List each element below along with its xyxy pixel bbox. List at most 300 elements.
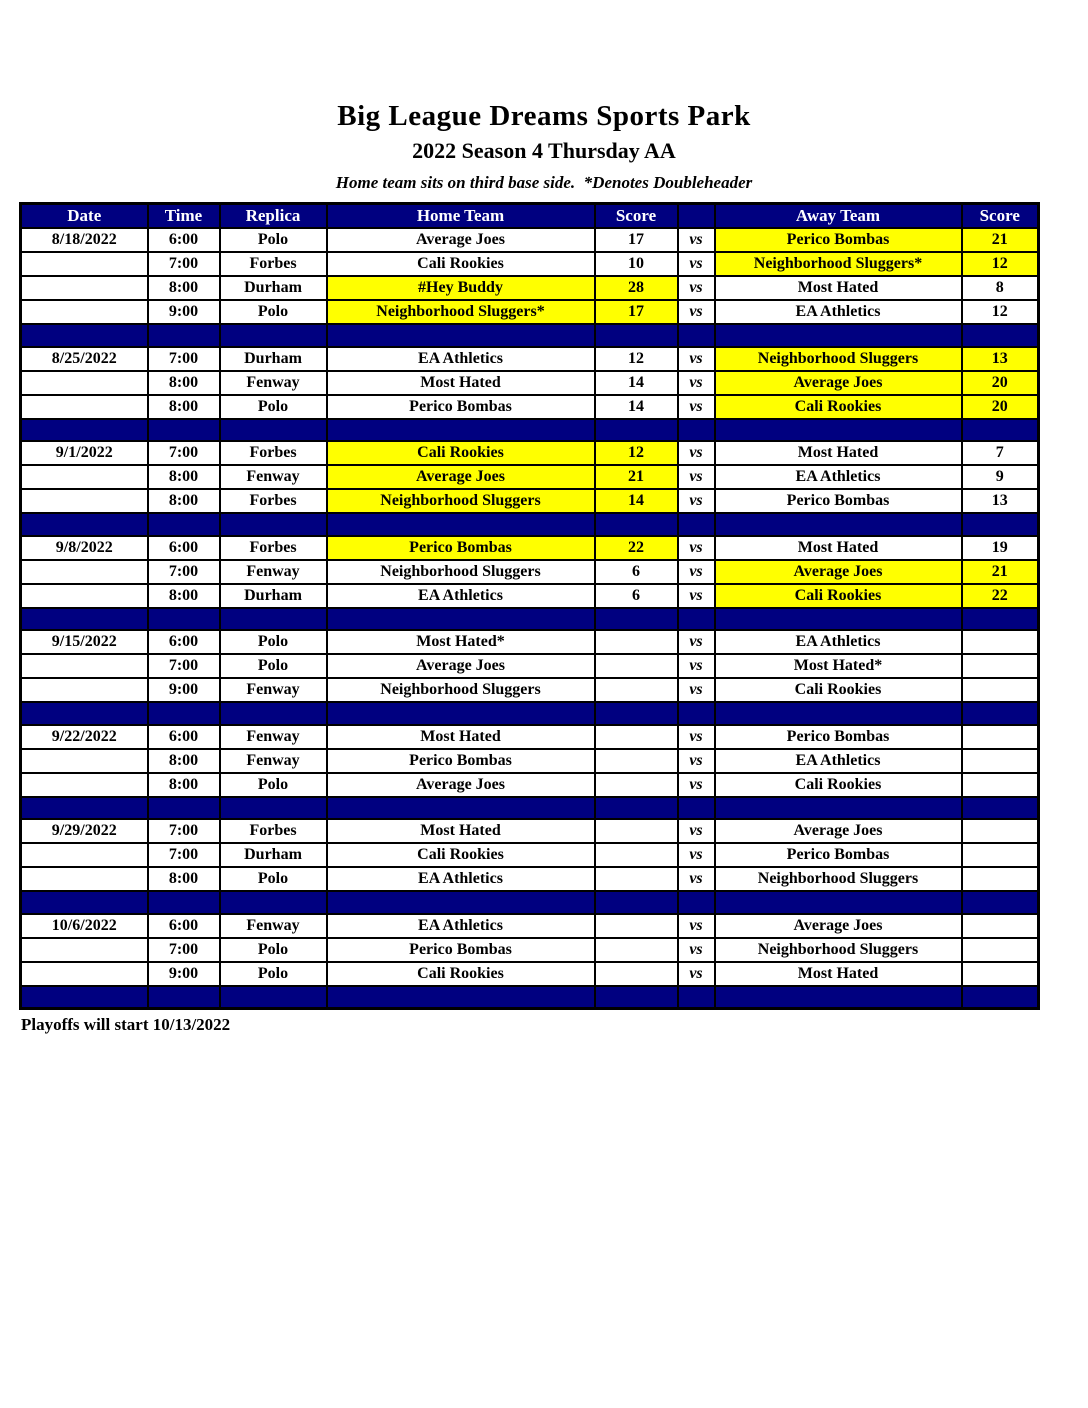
time-cell: 9:00 bbox=[148, 678, 220, 702]
home-team-cell: Cali Rookies bbox=[327, 843, 595, 867]
away-team-cell: Neighborhood Sluggers* bbox=[715, 252, 962, 276]
date-cell: 9/1/2022 bbox=[21, 441, 148, 465]
game-row bbox=[21, 228, 1039, 252]
game-row bbox=[21, 465, 1039, 489]
date-cell: 9/29/2022 bbox=[21, 819, 148, 843]
away-score-cell: 12 bbox=[962, 252, 1039, 276]
home-score-cell: 28 bbox=[595, 276, 678, 300]
game-row bbox=[21, 938, 1039, 962]
col-header-time: Time bbox=[148, 204, 220, 229]
separator-cell bbox=[678, 324, 715, 347]
away-score-cell: 21 bbox=[962, 228, 1039, 252]
away-team-cell: Most Hated bbox=[715, 962, 962, 986]
time-cell: 7:00 bbox=[148, 560, 220, 584]
time-cell: 6:00 bbox=[148, 630, 220, 654]
away-score-cell: 22 bbox=[962, 584, 1039, 608]
away-score-cell: 20 bbox=[962, 371, 1039, 395]
away-team-cell: Most Hated* bbox=[715, 654, 962, 678]
vs-cell: vs bbox=[678, 654, 715, 678]
home-team-cell: Average Joes bbox=[327, 654, 595, 678]
date-cell bbox=[21, 276, 148, 300]
home-score-cell: 21 bbox=[595, 465, 678, 489]
home-team-cell: Perico Bombas bbox=[327, 749, 595, 773]
time-cell: 9:00 bbox=[148, 962, 220, 986]
away-team-cell: Perico Bombas bbox=[715, 489, 962, 513]
replica-cell: Polo bbox=[220, 962, 327, 986]
game-row bbox=[21, 725, 1039, 749]
vs-cell: vs bbox=[678, 584, 715, 608]
home-score-cell bbox=[595, 725, 678, 749]
away-score-cell bbox=[962, 938, 1039, 962]
separator-row bbox=[21, 513, 1039, 536]
separator-row bbox=[21, 891, 1039, 914]
separator-cell bbox=[715, 608, 962, 631]
away-score-cell: 13 bbox=[962, 347, 1039, 371]
date-cell: 8/25/2022 bbox=[21, 347, 148, 371]
time-cell: 7:00 bbox=[148, 347, 220, 371]
date-cell bbox=[21, 465, 148, 489]
vs-cell: vs bbox=[678, 371, 715, 395]
home-score-cell bbox=[595, 843, 678, 867]
separator-row bbox=[21, 324, 1039, 347]
away-score-cell: 20 bbox=[962, 395, 1039, 419]
time-cell: 7:00 bbox=[148, 441, 220, 465]
separator-row bbox=[21, 986, 1039, 1009]
away-team-cell: Neighborhood Sluggers bbox=[715, 867, 962, 891]
away-score-cell: 8 bbox=[962, 276, 1039, 300]
away-team-cell: Average Joes bbox=[715, 371, 962, 395]
away-score-cell bbox=[962, 678, 1039, 702]
separator-cell bbox=[595, 608, 678, 631]
away-score-cell: 13 bbox=[962, 489, 1039, 513]
vs-cell: vs bbox=[678, 347, 715, 371]
game-row bbox=[21, 395, 1039, 419]
home-team-cell: Average Joes bbox=[327, 773, 595, 797]
col-header-vs bbox=[678, 204, 715, 229]
replica-cell: Polo bbox=[220, 773, 327, 797]
date-cell bbox=[21, 560, 148, 584]
page-title: Big League Dreams Sports Park bbox=[337, 100, 751, 132]
separator-cell bbox=[220, 797, 327, 820]
game-row bbox=[21, 276, 1039, 300]
date-cell bbox=[21, 654, 148, 678]
date-cell: 10/6/2022 bbox=[21, 914, 148, 938]
vs-cell: vs bbox=[678, 914, 715, 938]
home-team-cell: #Hey Buddy bbox=[327, 276, 595, 300]
away-team-cell: Average Joes bbox=[715, 914, 962, 938]
date-cell bbox=[21, 371, 148, 395]
replica-cell: Fenway bbox=[220, 465, 327, 489]
away-score-cell bbox=[962, 773, 1039, 797]
game-row bbox=[21, 560, 1039, 584]
separator-cell bbox=[148, 797, 220, 820]
date-cell bbox=[21, 867, 148, 891]
date-cell bbox=[21, 749, 148, 773]
away-score-cell bbox=[962, 725, 1039, 749]
away-team-cell: Perico Bombas bbox=[715, 843, 962, 867]
away-team-cell: EA Athletics bbox=[715, 630, 962, 654]
home-team-cell: Neighborhood Sluggers bbox=[327, 678, 595, 702]
separator-cell bbox=[148, 891, 220, 914]
time-cell: 8:00 bbox=[148, 867, 220, 891]
replica-cell: Polo bbox=[220, 300, 327, 324]
schedule-table bbox=[19, 202, 1040, 1010]
separator-cell bbox=[220, 891, 327, 914]
time-cell: 8:00 bbox=[148, 773, 220, 797]
time-cell: 7:00 bbox=[148, 819, 220, 843]
away-score-cell bbox=[962, 819, 1039, 843]
replica-cell: Fenway bbox=[220, 678, 327, 702]
away-team-cell: Cali Rookies bbox=[715, 395, 962, 419]
date-cell: 9/22/2022 bbox=[21, 725, 148, 749]
date-cell bbox=[21, 773, 148, 797]
replica-cell: Polo bbox=[220, 630, 327, 654]
separator-cell bbox=[715, 797, 962, 820]
separator-cell bbox=[220, 419, 327, 442]
home-team-cell: Neighborhood Sluggers bbox=[327, 489, 595, 513]
separator-cell bbox=[595, 513, 678, 536]
vs-cell: vs bbox=[678, 819, 715, 843]
replica-cell: Forbes bbox=[220, 252, 327, 276]
game-row bbox=[21, 749, 1039, 773]
home-team-cell: EA Athletics bbox=[327, 347, 595, 371]
away-score-cell bbox=[962, 749, 1039, 773]
home-team-cell: Average Joes bbox=[327, 228, 595, 252]
separator-cell bbox=[21, 986, 148, 1009]
separator-cell bbox=[148, 986, 220, 1009]
home-score-cell bbox=[595, 962, 678, 986]
home-team-cell: Most Hated bbox=[327, 725, 595, 749]
home-team-cell: Neighborhood Sluggers* bbox=[327, 300, 595, 324]
away-team-cell: EA Athletics bbox=[715, 465, 962, 489]
home-team-cell: Cali Rookies bbox=[327, 962, 595, 986]
separator-cell bbox=[715, 702, 962, 725]
home-score-cell bbox=[595, 654, 678, 678]
game-row bbox=[21, 962, 1039, 986]
home-team-cell: Perico Bombas bbox=[327, 938, 595, 962]
separator-cell bbox=[715, 986, 962, 1009]
game-row bbox=[21, 536, 1039, 560]
away-score-cell bbox=[962, 843, 1039, 867]
away-team-cell: Cali Rookies bbox=[715, 584, 962, 608]
date-cell bbox=[21, 938, 148, 962]
home-team-cell: EA Athletics bbox=[327, 584, 595, 608]
vs-cell: vs bbox=[678, 489, 715, 513]
replica-cell: Polo bbox=[220, 654, 327, 678]
col-header-home-team: Home Team bbox=[327, 204, 595, 229]
home-team-cell: Most Hated bbox=[327, 819, 595, 843]
date-cell bbox=[21, 843, 148, 867]
vs-cell: vs bbox=[678, 867, 715, 891]
away-score-cell bbox=[962, 914, 1039, 938]
replica-cell: Fenway bbox=[220, 749, 327, 773]
game-row bbox=[21, 252, 1039, 276]
date-cell bbox=[21, 252, 148, 276]
separator-cell bbox=[21, 608, 148, 631]
separator-cell bbox=[595, 797, 678, 820]
separator-cell bbox=[962, 419, 1039, 442]
date-cell: 9/15/2022 bbox=[21, 630, 148, 654]
separator-cell bbox=[715, 324, 962, 347]
header-row bbox=[21, 204, 1039, 229]
home-score-cell bbox=[595, 938, 678, 962]
replica-cell: Fenway bbox=[220, 914, 327, 938]
date-cell bbox=[21, 489, 148, 513]
vs-cell: vs bbox=[678, 938, 715, 962]
separator-cell bbox=[962, 702, 1039, 725]
time-cell: 8:00 bbox=[148, 749, 220, 773]
time-cell: 8:00 bbox=[148, 584, 220, 608]
separator-cell bbox=[220, 324, 327, 347]
separator-cell bbox=[595, 702, 678, 725]
separator-cell bbox=[962, 891, 1039, 914]
time-cell: 8:00 bbox=[148, 276, 220, 300]
time-cell: 7:00 bbox=[148, 938, 220, 962]
home-score-cell: 10 bbox=[595, 252, 678, 276]
time-cell: 7:00 bbox=[148, 654, 220, 678]
separator-cell bbox=[148, 513, 220, 536]
game-row bbox=[21, 441, 1039, 465]
separator-cell bbox=[962, 986, 1039, 1009]
vs-cell: vs bbox=[678, 560, 715, 584]
time-cell: 8:00 bbox=[148, 395, 220, 419]
vs-cell: vs bbox=[678, 773, 715, 797]
game-row bbox=[21, 867, 1039, 891]
home-team-cell: Most Hated* bbox=[327, 630, 595, 654]
away-score-cell bbox=[962, 867, 1039, 891]
time-cell: 7:00 bbox=[148, 843, 220, 867]
separator-cell bbox=[148, 419, 220, 442]
game-row bbox=[21, 371, 1039, 395]
away-score-cell bbox=[962, 630, 1039, 654]
separator-cell bbox=[678, 891, 715, 914]
vs-cell: vs bbox=[678, 843, 715, 867]
separator-cell bbox=[21, 513, 148, 536]
vs-cell: vs bbox=[678, 630, 715, 654]
separator-cell bbox=[678, 986, 715, 1009]
home-team-cell: Most Hated bbox=[327, 371, 595, 395]
separator-cell bbox=[148, 702, 220, 725]
home-team-cell: Cali Rookies bbox=[327, 252, 595, 276]
away-team-cell: Perico Bombas bbox=[715, 725, 962, 749]
separator-cell bbox=[21, 702, 148, 725]
vs-cell: vs bbox=[678, 441, 715, 465]
time-cell: 6:00 bbox=[148, 228, 220, 252]
home-score-cell bbox=[595, 630, 678, 654]
time-cell: 8:00 bbox=[148, 489, 220, 513]
home-score-cell: 14 bbox=[595, 489, 678, 513]
replica-cell: Polo bbox=[220, 867, 327, 891]
home-score-cell bbox=[595, 819, 678, 843]
home-score-cell bbox=[595, 749, 678, 773]
vs-cell: vs bbox=[678, 962, 715, 986]
home-score-cell: 12 bbox=[595, 441, 678, 465]
home-score-cell: 17 bbox=[595, 300, 678, 324]
vs-cell: vs bbox=[678, 536, 715, 560]
home-score-cell: 14 bbox=[595, 371, 678, 395]
separator-cell bbox=[327, 608, 595, 631]
vs-cell: vs bbox=[678, 749, 715, 773]
vs-cell: vs bbox=[678, 725, 715, 749]
separator-cell bbox=[327, 702, 595, 725]
separator-cell bbox=[148, 608, 220, 631]
away-score-cell: 12 bbox=[962, 300, 1039, 324]
home-team-cell: Average Joes bbox=[327, 465, 595, 489]
playoffs-note: Playoffs will start 10/13/2022 bbox=[21, 1014, 231, 1034]
away-team-cell: Neighborhood Sluggers bbox=[715, 347, 962, 371]
separator-cell bbox=[148, 324, 220, 347]
home-score-cell: 22 bbox=[595, 536, 678, 560]
separator-cell bbox=[327, 419, 595, 442]
game-row bbox=[21, 914, 1039, 938]
separator-row bbox=[21, 797, 1039, 820]
col-header-away-team: Away Team bbox=[715, 204, 962, 229]
col-header-date: Date bbox=[21, 204, 148, 229]
vs-cell: vs bbox=[678, 465, 715, 489]
separator-cell bbox=[595, 324, 678, 347]
time-cell: 8:00 bbox=[148, 465, 220, 489]
home-team-cell: EA Athletics bbox=[327, 914, 595, 938]
time-cell: 6:00 bbox=[148, 914, 220, 938]
home-score-cell: 12 bbox=[595, 347, 678, 371]
vs-cell: vs bbox=[678, 228, 715, 252]
date-cell bbox=[21, 584, 148, 608]
away-score-cell: 9 bbox=[962, 465, 1039, 489]
separator-cell bbox=[220, 702, 327, 725]
separator-cell bbox=[678, 513, 715, 536]
separator-cell bbox=[21, 797, 148, 820]
separator-row bbox=[21, 702, 1039, 725]
time-cell: 6:00 bbox=[148, 536, 220, 560]
home-score-cell bbox=[595, 773, 678, 797]
separator-cell bbox=[595, 986, 678, 1009]
game-row bbox=[21, 489, 1039, 513]
separator-cell bbox=[220, 513, 327, 536]
away-team-cell: Most Hated bbox=[715, 441, 962, 465]
separator-cell bbox=[595, 891, 678, 914]
away-team-cell: EA Athletics bbox=[715, 749, 962, 773]
separator-row bbox=[21, 608, 1039, 631]
page-subtitle: 2022 Season 4 Thursday AA bbox=[412, 138, 676, 163]
vs-cell: vs bbox=[678, 276, 715, 300]
separator-cell bbox=[715, 513, 962, 536]
game-row bbox=[21, 630, 1039, 654]
game-row bbox=[21, 654, 1039, 678]
time-cell: 7:00 bbox=[148, 252, 220, 276]
col-header-home-score: Score bbox=[595, 204, 678, 229]
game-row bbox=[21, 773, 1039, 797]
home-score-cell bbox=[595, 678, 678, 702]
away-team-cell: EA Athletics bbox=[715, 300, 962, 324]
col-header-away-score: Score bbox=[962, 204, 1039, 229]
away-team-cell: Average Joes bbox=[715, 819, 962, 843]
separator-cell bbox=[678, 608, 715, 631]
game-row bbox=[21, 819, 1039, 843]
col-header-replica: Replica bbox=[220, 204, 327, 229]
away-team-cell: Neighborhood Sluggers bbox=[715, 938, 962, 962]
separator-cell bbox=[327, 513, 595, 536]
separator-cell bbox=[715, 891, 962, 914]
separator-cell bbox=[962, 513, 1039, 536]
separator-cell bbox=[327, 324, 595, 347]
separator-cell bbox=[962, 608, 1039, 631]
separator-cell bbox=[220, 608, 327, 631]
replica-cell: Polo bbox=[220, 228, 327, 252]
separator-cell bbox=[21, 891, 148, 914]
separator-cell bbox=[678, 419, 715, 442]
separator-cell bbox=[327, 891, 595, 914]
away-score-cell: 19 bbox=[962, 536, 1039, 560]
separator-cell bbox=[678, 702, 715, 725]
home-team-cell: Perico Bombas bbox=[327, 536, 595, 560]
home-score-cell: 6 bbox=[595, 584, 678, 608]
replica-cell: Fenway bbox=[220, 371, 327, 395]
replica-cell: Polo bbox=[220, 395, 327, 419]
vs-cell: vs bbox=[678, 252, 715, 276]
date-cell bbox=[21, 395, 148, 419]
away-team-cell: Cali Rookies bbox=[715, 678, 962, 702]
away-score-cell bbox=[962, 962, 1039, 986]
separator-cell bbox=[220, 986, 327, 1009]
away-score-cell: 21 bbox=[962, 560, 1039, 584]
away-team-cell: Most Hated bbox=[715, 276, 962, 300]
time-cell: 9:00 bbox=[148, 300, 220, 324]
away-team-cell: Most Hated bbox=[715, 536, 962, 560]
separator-cell bbox=[21, 324, 148, 347]
away-team-cell: Average Joes bbox=[715, 560, 962, 584]
home-team-cell: Neighborhood Sluggers bbox=[327, 560, 595, 584]
home-team-note: Home team sits on third base side. *Denotes Doubleheader bbox=[335, 173, 753, 192]
vs-cell: vs bbox=[678, 395, 715, 419]
replica-cell: Polo bbox=[220, 938, 327, 962]
time-cell: 8:00 bbox=[148, 371, 220, 395]
separator-cell bbox=[678, 797, 715, 820]
replica-cell: Durham bbox=[220, 347, 327, 371]
game-row bbox=[21, 843, 1039, 867]
date-cell bbox=[21, 678, 148, 702]
game-row bbox=[21, 678, 1039, 702]
replica-cell: Fenway bbox=[220, 560, 327, 584]
replica-cell: Forbes bbox=[220, 536, 327, 560]
home-team-cell: Perico Bombas bbox=[327, 395, 595, 419]
separator-row bbox=[21, 419, 1039, 442]
replica-cell: Fenway bbox=[220, 725, 327, 749]
replica-cell: Forbes bbox=[220, 819, 327, 843]
away-team-cell: Perico Bombas bbox=[715, 228, 962, 252]
replica-cell: Durham bbox=[220, 843, 327, 867]
separator-cell bbox=[962, 797, 1039, 820]
replica-cell: Forbes bbox=[220, 441, 327, 465]
separator-cell bbox=[327, 986, 595, 1009]
time-cell: 6:00 bbox=[148, 725, 220, 749]
separator-cell bbox=[962, 324, 1039, 347]
game-row bbox=[21, 584, 1039, 608]
home-score-cell bbox=[595, 914, 678, 938]
separator-cell bbox=[327, 797, 595, 820]
home-team-cell: EA Athletics bbox=[327, 867, 595, 891]
home-team-cell: Cali Rookies bbox=[327, 441, 595, 465]
home-score-cell: 6 bbox=[595, 560, 678, 584]
away-team-cell: Cali Rookies bbox=[715, 773, 962, 797]
game-row bbox=[21, 300, 1039, 324]
home-score-cell: 17 bbox=[595, 228, 678, 252]
replica-cell: Durham bbox=[220, 584, 327, 608]
vs-cell: vs bbox=[678, 300, 715, 324]
replica-cell: Forbes bbox=[220, 489, 327, 513]
vs-cell: vs bbox=[678, 678, 715, 702]
home-score-cell bbox=[595, 867, 678, 891]
date-cell: 8/18/2022 bbox=[21, 228, 148, 252]
